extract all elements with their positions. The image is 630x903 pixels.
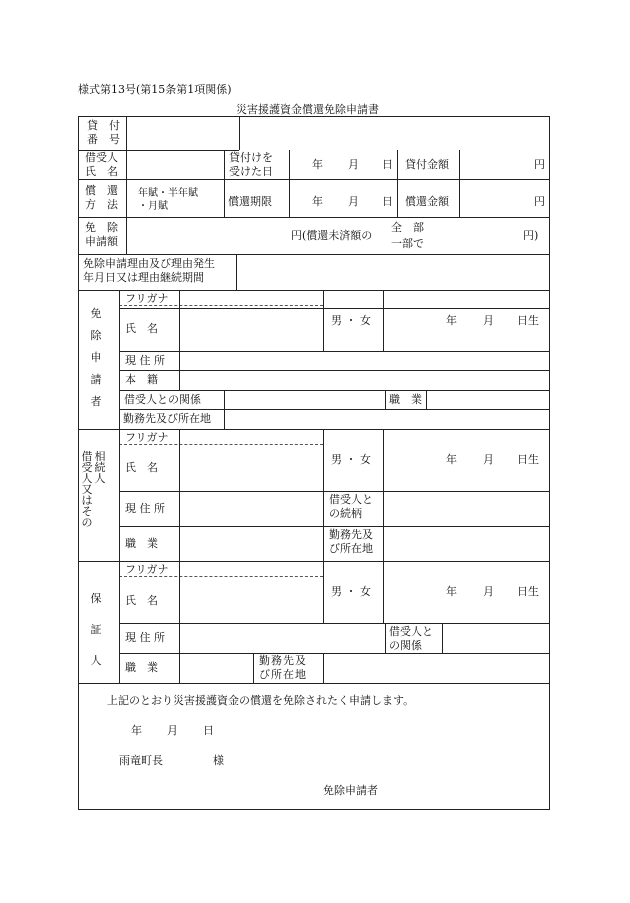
repayment-amount-field[interactable] bbox=[460, 180, 549, 216]
heir-side-label-col1: 借 受 人 又 は そ の bbox=[81, 450, 93, 529]
heir-occupation-label: 職 業 bbox=[125, 537, 158, 550]
heir-address-label: 現 住 所 bbox=[125, 502, 165, 515]
loan-date-field[interactable] bbox=[290, 151, 396, 179]
applicant-relation-label: 借受人との関係 bbox=[124, 393, 201, 406]
exemption-close: 円) bbox=[523, 229, 539, 242]
declaration-addressee: 雨竜町長 bbox=[119, 754, 163, 767]
loan-number-label: 貸 付 番 号 bbox=[87, 119, 120, 146]
loan-date-label: 貸付けを 受けた日 bbox=[229, 151, 273, 178]
exemption-all-option[interactable]: 全 部 bbox=[391, 221, 424, 234]
applicant-workplace-field[interactable] bbox=[225, 410, 549, 428]
guarantor-birth-year: 年 bbox=[446, 585, 457, 598]
loan-date-day: 日 bbox=[382, 158, 393, 171]
guarantor-workplace-label: 勤務先及 び所在地 bbox=[259, 654, 307, 681]
heir-furigana-label: フリガナ bbox=[125, 431, 169, 444]
exemption-amount-label: 免 除 申請額 bbox=[85, 221, 118, 248]
applicant-name-label: 氏 名 bbox=[125, 322, 158, 335]
loan-amount-label: 貸付金額 bbox=[405, 158, 449, 171]
repayment-method-options[interactable]: 年賦・半年賦 ・月賦 bbox=[138, 188, 198, 212]
applicant-occupation-field[interactable] bbox=[427, 391, 549, 408]
heir-birth-month: 月 bbox=[483, 453, 494, 466]
borrower-name-field[interactable] bbox=[127, 151, 223, 179]
applicant-birth-month: 月 bbox=[483, 314, 494, 327]
repayment-period-label: 償還期限 bbox=[228, 195, 272, 208]
applicant-domicile-label: 本 籍 bbox=[125, 373, 158, 386]
guarantor-furigana-label: フリガナ bbox=[125, 563, 169, 576]
guarantor-side-label: 保 証 人 bbox=[90, 592, 102, 667]
heir-gender[interactable]: 男 ・ 女 bbox=[331, 453, 371, 466]
repayment-method-label: 償 還 方 法 bbox=[85, 184, 118, 211]
loan-amount-yen: 円 bbox=[534, 158, 545, 171]
repayment-period-day: 日 bbox=[382, 195, 393, 208]
reason-field[interactable] bbox=[237, 255, 549, 289]
repayment-period-month: 月 bbox=[348, 195, 359, 208]
guarantor-workplace-field[interactable] bbox=[324, 654, 549, 682]
repayment-period-field[interactable] bbox=[290, 180, 396, 216]
heir-furigana-field[interactable] bbox=[180, 430, 322, 443]
applicant-workplace-label: 勤務先及び所在地 bbox=[123, 412, 211, 425]
applicant-address-label: 現 住 所 bbox=[125, 354, 165, 367]
declaration-signer-label: 免除申請者 bbox=[323, 784, 378, 797]
guarantor-address-label: 現 住 所 bbox=[125, 631, 165, 644]
loan-amount-field[interactable] bbox=[460, 151, 549, 179]
repayment-period-year: 年 bbox=[312, 195, 323, 208]
borrower-name-label: 借受人 氏 名 bbox=[85, 151, 118, 178]
heir-relation-field[interactable] bbox=[384, 492, 549, 525]
guarantor-relation-label: 借受人と の関係 bbox=[389, 625, 433, 652]
applicant-gender[interactable]: 男 ・ 女 bbox=[331, 314, 371, 327]
guarantor-occupation-label: 職 業 bbox=[125, 661, 158, 674]
applicant-domicile-field[interactable] bbox=[180, 371, 549, 389]
loan-date-year: 年 bbox=[312, 158, 323, 171]
form-number: 様式第13号(第15条第1項関係) bbox=[78, 83, 232, 96]
heir-occupation-field[interactable] bbox=[180, 527, 322, 560]
guarantor-occupation-field[interactable] bbox=[180, 654, 252, 682]
guarantor-birth-month: 月 bbox=[483, 585, 494, 598]
applicant-side-label: 免 除 申 請 者 bbox=[90, 307, 102, 408]
repayment-amount-label: 償還金額 bbox=[405, 195, 449, 208]
exemption-unpaid-note: 円(償還未済額の bbox=[291, 229, 373, 242]
exemption-part-option[interactable]: 一部で bbox=[391, 237, 424, 250]
heir-name-label: 氏 名 bbox=[125, 461, 158, 474]
heir-workplace-label: 勤務先及 び所在地 bbox=[329, 528, 373, 555]
heir-address-field[interactable] bbox=[180, 492, 322, 525]
guarantor-name-label: 氏 名 bbox=[125, 594, 158, 607]
page-title: 災害援護資金償還免除申請書 bbox=[236, 103, 379, 116]
reason-label: 免除申請理由及び理由発生 年月日又は理由継続期間 bbox=[83, 257, 215, 284]
guarantor-gender[interactable]: 男 ・ 女 bbox=[331, 585, 371, 598]
guarantor-furigana-field[interactable] bbox=[180, 562, 322, 575]
declaration-date-day: 日 bbox=[203, 724, 214, 737]
declaration-signature-field[interactable] bbox=[389, 779, 539, 801]
application-form bbox=[78, 116, 550, 810]
heir-birth-year: 年 bbox=[446, 453, 457, 466]
applicant-occupation-label: 職 業 bbox=[389, 393, 422, 406]
applicant-relation-field[interactable] bbox=[225, 391, 384, 408]
applicant-furigana-label: フリガナ bbox=[125, 292, 169, 305]
heir-name-field[interactable] bbox=[180, 446, 322, 490]
declaration-date-month: 月 bbox=[167, 724, 178, 737]
applicant-name-field[interactable] bbox=[180, 307, 322, 350]
applicant-birth-day: 日生 bbox=[517, 314, 539, 327]
applicant-birth-year: 年 bbox=[446, 314, 457, 327]
heir-side-label-col2: 相 続 人 bbox=[94, 450, 106, 485]
guarantor-relation-field[interactable] bbox=[443, 624, 549, 652]
guarantor-address-field[interactable] bbox=[180, 624, 384, 652]
applicant-furigana-field[interactable] bbox=[180, 291, 322, 304]
guarantor-birth-day: 日生 bbox=[517, 585, 539, 598]
heir-workplace-field[interactable] bbox=[384, 527, 549, 560]
declaration-statement: 上記のとおり災害援護資金の償還を免除されたく申請します。 bbox=[107, 694, 415, 707]
exemption-amount-field[interactable] bbox=[127, 218, 287, 253]
applicant-address-field[interactable] bbox=[180, 352, 549, 369]
guarantor-name-field[interactable] bbox=[180, 578, 322, 622]
heir-relation-label: 借受人と の続柄 bbox=[329, 493, 373, 520]
loan-date-month: 月 bbox=[348, 158, 359, 171]
declaration-honorific: 様 bbox=[213, 754, 224, 767]
heir-birth-day: 日生 bbox=[517, 453, 539, 466]
loan-number-field[interactable] bbox=[127, 118, 238, 149]
repayment-amount-yen: 円 bbox=[534, 195, 545, 208]
declaration-date-year: 年 bbox=[131, 724, 142, 737]
